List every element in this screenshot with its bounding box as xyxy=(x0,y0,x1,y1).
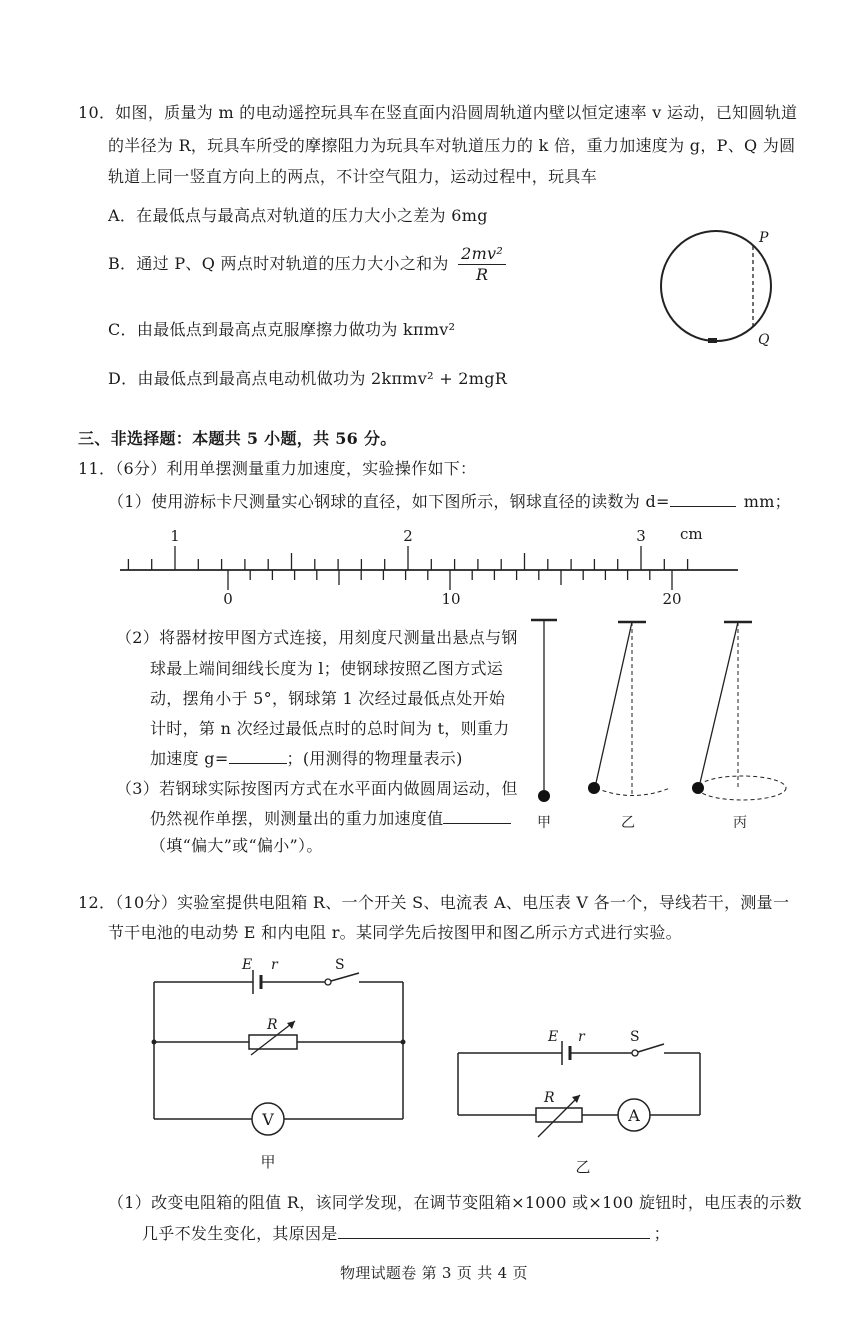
q11-part3-line3: （填“偏大”或“偏小”）。 xyxy=(150,836,323,855)
q11-part2-line1: （2）将器材按甲图方式连接，用刻度尺测量出悬点与钢 xyxy=(116,628,518,647)
label-resistor: R xyxy=(544,1090,555,1106)
q12-stem-line1: 12．（10分）实验室提供电阻箱 R、一个开关 S、电流表 A、电压表 V 各一个，导线若干，测量一 xyxy=(78,893,790,912)
q11-part2-line2: 球最上端间细线长度为 l；使钢球按照乙图方式运 xyxy=(150,659,504,678)
q11-part2-g-label: 加速度 g= xyxy=(150,749,229,768)
circular-track xyxy=(661,231,771,341)
label-r: r xyxy=(578,1029,585,1045)
resistor-box xyxy=(249,1035,297,1049)
q11-part2-line5 xyxy=(150,746,463,769)
q10-option-a: A．在最低点与最高点对轨道的压力大小之差为 6mg xyxy=(108,206,488,225)
label-v: V xyxy=(262,1110,274,1129)
junction xyxy=(152,1040,157,1045)
q12-part1-text: 几乎不发生变化，其原因是 xyxy=(142,1224,338,1243)
resistor-arrow-head xyxy=(287,1021,295,1029)
q10-circle-track-figure xyxy=(650,220,790,360)
switch-contact xyxy=(632,1050,638,1056)
q10-option-c: C．由最低点到最高点克服摩擦力做功为 kπmv² xyxy=(108,320,456,339)
pendulum-jia-label: 甲 xyxy=(537,815,551,831)
circuit-jia-figure xyxy=(145,955,420,1175)
label-a: A xyxy=(628,1106,640,1125)
q11-part2-line3: 动，摆角小于 5°，钢球第 1 次经过最低点处开始 xyxy=(150,689,506,708)
vernier-caliper-figure xyxy=(110,515,750,615)
label-r: r xyxy=(271,957,278,973)
label-q: Q xyxy=(758,332,770,348)
q11-part1-text: （1）使用游标卡尺测量实心钢球的直径，如下图所示，钢球直径的读数为 d= xyxy=(108,492,670,511)
q12-part1-line2 xyxy=(142,1221,670,1244)
q10-stem-line2: 的半径为 R，玩具车所受的摩擦阻力为玩具车对轨道压力的 k 倍，重力加速度为 g，P、Q 为圆 xyxy=(108,136,796,155)
q11-part3-line2 xyxy=(150,806,511,829)
label-s: S xyxy=(335,957,345,973)
junction xyxy=(401,1040,406,1045)
q10-option-b xyxy=(108,244,506,285)
vernier-label-20: 20 xyxy=(662,590,682,608)
q10-stem-line1: 10．如图，质量为 m 的电动遥控玩具车在竖直面内沿圆周轨道内壁以恒定速率 v 运动，已知圆轨道 xyxy=(78,103,798,122)
pendulum-bing-orbit xyxy=(698,776,786,800)
q11-part2-hint: ；(用测得的物理量表示) xyxy=(286,749,463,768)
unit-cm: cm xyxy=(680,525,703,543)
pendulum-yi-label: 乙 xyxy=(621,815,635,831)
label-s: S xyxy=(630,1029,640,1045)
pendulum-bing-string xyxy=(700,622,738,783)
label-fig-jia: 甲 xyxy=(260,1153,276,1171)
vernier-label-0: 0 xyxy=(223,590,233,608)
section-3-heading: 三、非选择题：本题共 5 小题，共 56 分。 xyxy=(78,429,397,448)
switch-contact xyxy=(325,979,331,985)
q12-part1-line1: （1）改变电阻箱的阻值 R，该同学发现，在调节变阻箱×1000 或×100 旋钮时，电压表的示数 xyxy=(108,1193,802,1212)
q11-part1-unit: mm； xyxy=(743,492,791,511)
fraction-denominator: R xyxy=(475,265,489,284)
q11-part3-line1: （3）若钢球实际按图丙方式在水平面内做圆周运动，但 xyxy=(116,779,518,798)
q10-stem-line3: 轨道上同一竖直方向上的两点，不计空气阻力，运动过程中，玩具车 xyxy=(108,167,598,186)
answer-blank-g[interactable] xyxy=(229,747,287,764)
q11-part3-text: 仍然视作单摆，则测量出的重力加速度值 xyxy=(150,809,444,828)
label-p: P xyxy=(759,230,769,246)
answer-blank-reason[interactable] xyxy=(338,1222,650,1239)
pendulum-yi-string xyxy=(596,622,632,783)
q11-stem: 11．（6分）利用单摆测量重力加速度，实验操作如下： xyxy=(78,459,477,478)
label-e: E xyxy=(548,1029,559,1045)
q11-part1 xyxy=(108,489,791,512)
answer-blank-bias[interactable] xyxy=(443,807,511,824)
pendulum-jia-ball xyxy=(538,790,550,802)
answer-blank-d[interactable] xyxy=(670,490,736,507)
q12-part1-end: ； xyxy=(653,1224,670,1243)
pendulum-yi-ball xyxy=(588,782,600,794)
label-e: E xyxy=(242,957,253,973)
toy-car xyxy=(708,338,717,343)
switch-blade xyxy=(331,973,359,981)
label-resistor: R xyxy=(267,1017,278,1033)
main-label-3: 3 xyxy=(636,527,646,545)
pendulum-yi-arc xyxy=(596,788,670,796)
main-label-2: 2 xyxy=(403,527,413,545)
fraction-numerator: 2mv² xyxy=(458,244,506,265)
main-scale-ticks xyxy=(128,546,687,570)
page-footer: 物理试题卷 第 3 页 共 4 页 xyxy=(340,1264,528,1282)
vernier-scale-ticks xyxy=(228,570,672,590)
q10-option-b-fraction xyxy=(458,244,506,285)
resistor-box xyxy=(536,1108,582,1122)
q12-stem-line2: 节干电池的电动势 E 和内电阻 r。某同学先后按图甲和图乙所示方式进行实验。 xyxy=(108,923,682,942)
pendulum-bing-label: 丙 xyxy=(733,815,747,831)
circuit-yi-figure xyxy=(450,1025,710,1180)
label-fig-yi: 乙 xyxy=(575,1158,591,1176)
main-label-1: 1 xyxy=(170,527,180,545)
q11-part2-line4: 计时，第 n 次经过最低点时的总时间为 t，则重力 xyxy=(150,719,510,738)
q10-option-b-text: B．通过 P、Q 两点时对轨道的压力大小之和为 xyxy=(108,254,449,273)
vernier-label-10: 10 xyxy=(441,590,461,608)
pendulum-bing-ball xyxy=(692,782,704,794)
q10-option-d: D．由最低点到最高点电动机做功为 2kπmv² + 2mgR xyxy=(108,369,508,388)
pendulum-figures xyxy=(520,615,790,835)
switch-blade xyxy=(638,1044,664,1052)
